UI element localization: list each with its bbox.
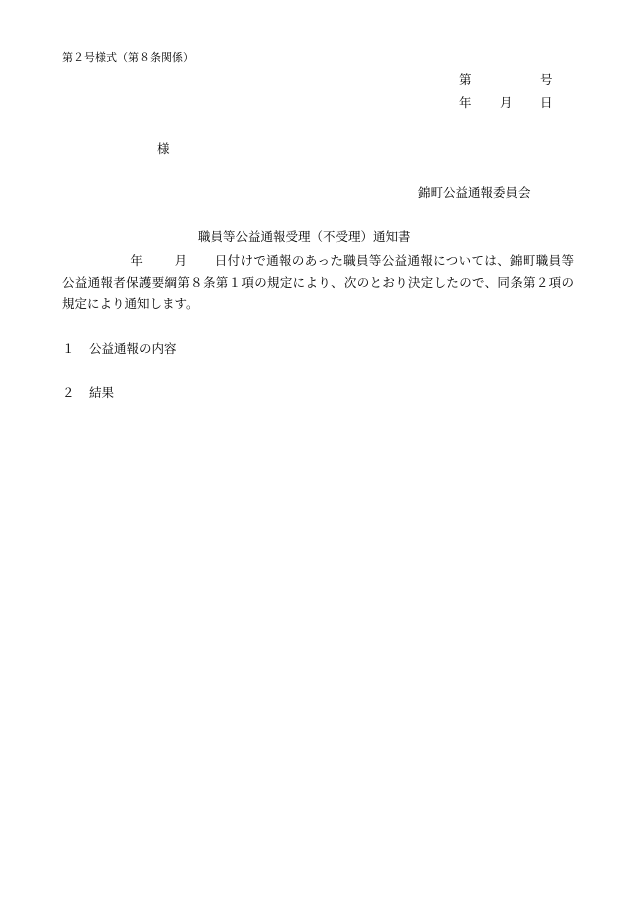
section-number: １: [62, 341, 75, 356]
body-paragraph: [62, 250, 574, 315]
body-month: 月: [174, 253, 188, 268]
section-item: [62, 343, 177, 356]
date-year: 年: [459, 95, 472, 110]
body-text: 日付けで通報のあった職員等公益通報については、錦町職員等公益通報者保護要綱第８条第１項の規定により、次のとおり決定したので、同条第２項の規定により通知します。: [62, 253, 574, 311]
body-year: 年: [130, 253, 144, 268]
section-number: ２: [62, 385, 75, 400]
date-day: 日: [540, 95, 553, 110]
sender-name: 錦町公益通報委員会: [418, 185, 531, 200]
section-label: 公益通報の内容: [89, 341, 177, 356]
form-label: 第２号様式（第８条関係）: [62, 51, 194, 64]
document-title: 職員等公益通報受理（不受理）通知書: [198, 229, 411, 244]
doc-number-prefix: 第: [459, 72, 472, 87]
section-label: 結果: [89, 385, 115, 400]
addressee-suffix: 様: [157, 141, 170, 156]
date-month: 月: [500, 95, 513, 110]
doc-number-suffix: 号: [540, 72, 553, 87]
section-item: [62, 387, 114, 400]
